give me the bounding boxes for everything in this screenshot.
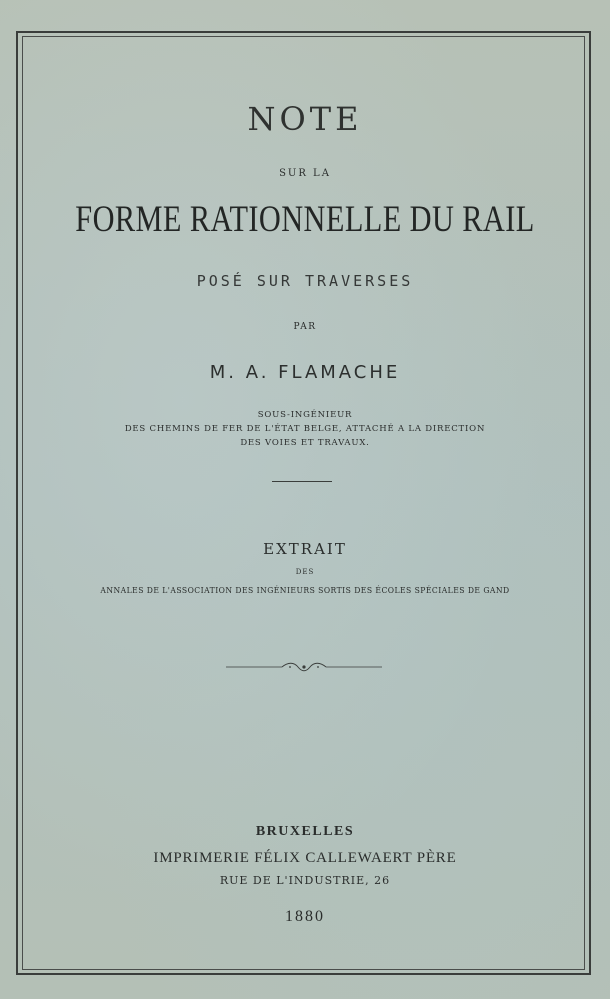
title-note: NOTE <box>247 100 363 138</box>
imprint-city: BRUXELLES <box>255 824 355 839</box>
extract-heading: EXTRAIT <box>263 540 347 558</box>
author-role-line-2: DES CHEMINS DE FER DE L'ÉTAT BELGE, ATTACHÉ A LA DIRECTION <box>124 424 486 434</box>
author-role <box>0 408 610 450</box>
imprint-year: 1880 <box>285 908 325 925</box>
title-sur-la: SUR LA <box>279 168 331 179</box>
imprint-address: RUE DE L'INDUSTRIE, 26 <box>219 874 391 887</box>
author-role-line-3: DES VOIES ET TRAVAUX. <box>240 438 370 448</box>
author-role-line-1: SOUS-INGÉNIEUR <box>257 410 353 420</box>
subtitle: POSÉ SUR TRAVERSES <box>196 272 414 290</box>
extract-source: ANNALES DE L'ASSOCIATION DES INGÉNIEURS SORTIS DES ÉCOLES SPÉCIALES DE GAND <box>100 586 510 596</box>
imprint-printer: IMPRIMERIE FÉLIX CALLEWAERT PÈRE <box>153 850 457 866</box>
par-label: PAR <box>293 322 317 332</box>
divider-rule <box>272 481 332 482</box>
extract-des: DES <box>295 568 315 576</box>
main-title: FORME RATIONNELLE DU RAIL <box>75 199 535 240</box>
ornament-divider <box>224 660 384 674</box>
author-name: M. A. FLAMACHE <box>209 362 401 383</box>
